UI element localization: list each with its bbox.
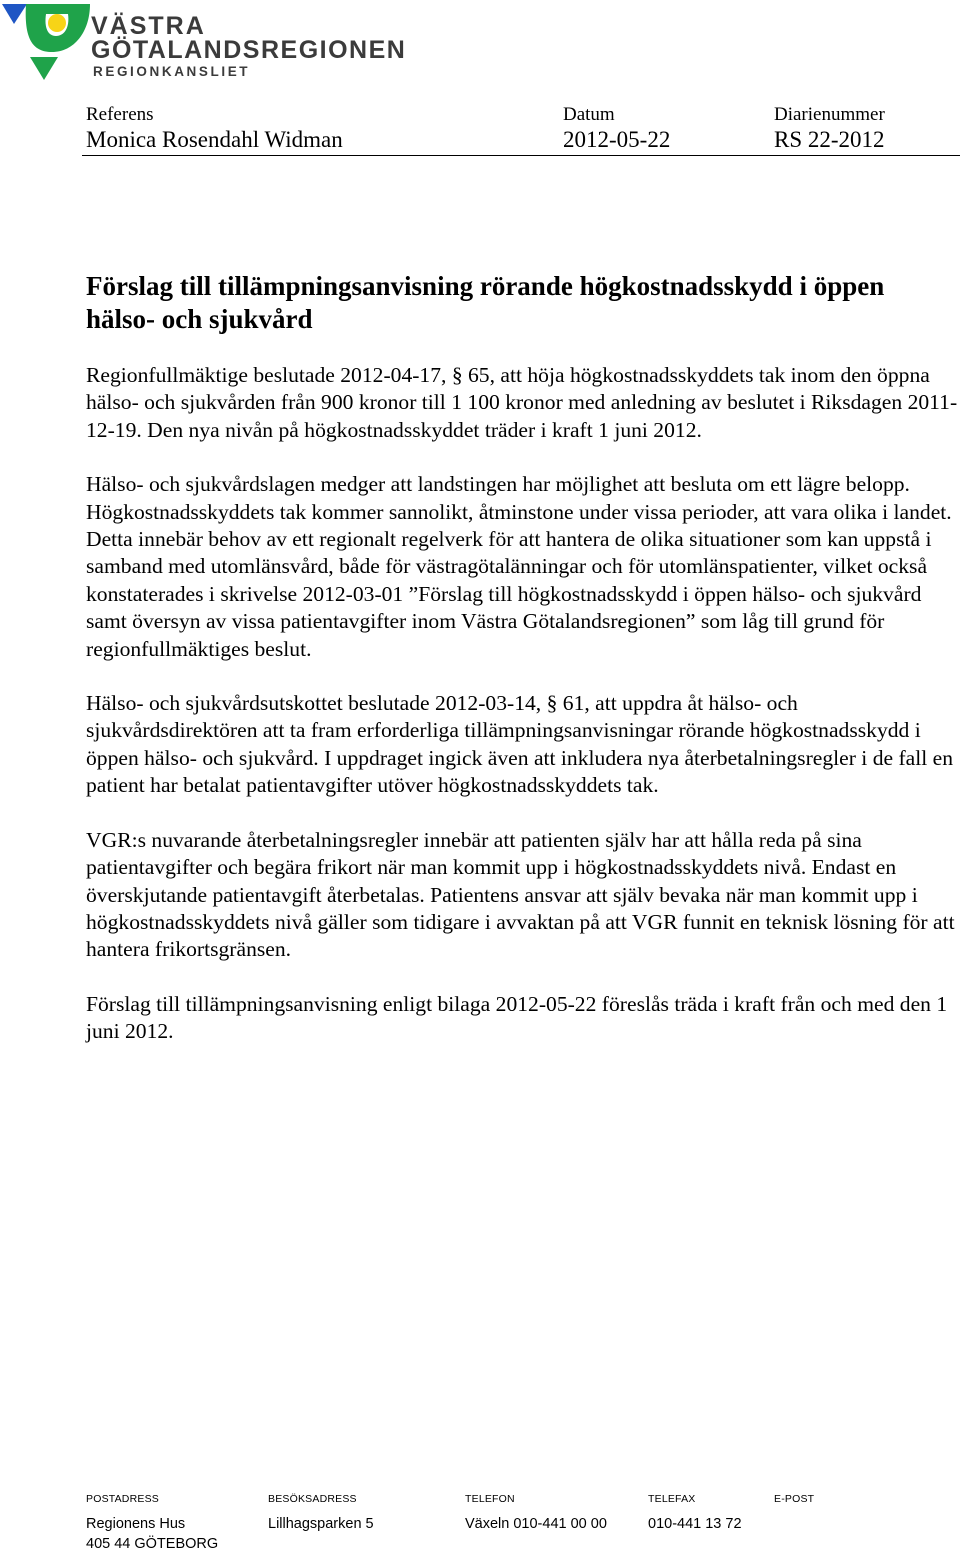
telefax-value: 010-441 13 72 bbox=[648, 1516, 742, 1532]
postadress-line-1: Regionens Hus bbox=[86, 1516, 186, 1532]
yellow-dot-icon bbox=[48, 14, 66, 32]
datum-value: 2012-05-22 bbox=[563, 127, 671, 152]
logo-line-1: VÄSTRA bbox=[91, 12, 206, 40]
datum-label: Datum bbox=[563, 104, 615, 125]
postadress-label: POSTADRESS bbox=[86, 1493, 159, 1505]
besoksadress-value: Lillhagsparken 5 bbox=[268, 1516, 374, 1532]
paragraph-4: VGR:s nuvarande återbetalningsregler innebär att patienten själv har att hålla reda på sina patientavgifter och begära frikort när man kommit upp i högkostnadsskyddets nivå. Endast en överskjutande patientavgift återbetalas. Patientens ansvar att själv bevaka när man kommit upp i högkostnadsskyddets nivå gäller som tidigare i avvaktan på att VGR funnit en teknisk lösning för att hantera frikortsgränsen. bbox=[86, 827, 955, 962]
blue-triangle-icon bbox=[2, 4, 27, 24]
logo-line-3: REGIONKANSLIET bbox=[93, 64, 251, 79]
diarienummer-label: Diarienummer bbox=[774, 104, 885, 125]
header-divider bbox=[82, 155, 960, 156]
paragraph-1: Regionfullmäktige beslutade 2012-04-17, § 65, att höja högkostnadsskyddets tak inom den öppna hälso- och sjukvården från 900 kronor till 1 100 kronor med anledning av beslutet i Riksdagen 2011-12-19. Den nya nivån på högkostnadsskyddet träder i kraft 1 juni 2012. bbox=[86, 363, 958, 442]
telefax-label: TELEFAX bbox=[648, 1493, 696, 1505]
telefon-label: TELEFON bbox=[465, 1493, 515, 1505]
paragraph-2: Hälso- och sjukvårdslagen medger att landstingen har möjlighet att besluta om ett lägre belopp. Högkostnadsskyddets tak kommer sannolikt, åtminstone under vissa perioder, att vara olika i landet. Detta innebär behov av ett regionalt regelverk för att hantera de olika situationer som kan uppstå i samband med utomlänsvård, både för västragötalänningar och för utomlänspatienter, vilket också konstaterades i skrivelse 2012-03-01 ”Förslag till högkostnadsskydd i öppen hälso- och sjukvård samt översyn av vissa patientavgifter inom Västra Götalandsregionen” som låg till grund för regionfullmäktiges beslut. bbox=[86, 472, 952, 661]
logo-line-2: GÖTALANDSREGIONEN bbox=[91, 36, 407, 64]
vgr-emblem-icon bbox=[2, 2, 92, 82]
paragraph-3: Hälso- och sjukvårdsutskottet beslutade 2012-03-14, § 61, att uppdra åt hälso- och sjukvårdsdirektören att ta fram erforderliga tillämpningsanvisningar rörande högkostnadsskydd i öppen hälso- och sjukvård. I uppdraget ingick även att inkludera nya återbetalningsregler i de fall en patient har betalat patientavgifter utöver högkostnadsskyddets tak. bbox=[86, 691, 954, 798]
referens-label: Referens bbox=[86, 104, 154, 125]
besoksadress-label: BESÖKSADRESS bbox=[268, 1493, 357, 1505]
document-title: Förslag till tillämpningsanvisning rörande högkostnadsskydd i öppen hälso- och sjukvård bbox=[86, 271, 885, 334]
epost-label: E-POST bbox=[774, 1493, 815, 1505]
vgr-logo bbox=[0, 0, 407, 85]
referens-value: Monica Rosendahl Widman bbox=[86, 127, 343, 152]
diarienummer-value: RS 22-2012 bbox=[774, 127, 885, 152]
green-triangle-icon bbox=[30, 57, 58, 80]
postadress-line-2: 405 44 GÖTEBORG bbox=[86, 1536, 219, 1552]
telefon-value: Växeln 010-441 00 00 bbox=[465, 1516, 607, 1532]
paragraph-5: Förslag till tillämpningsanvisning enligt bilaga 2012-05-22 föreslås träda i kraft från och med den 1 juni 2012. bbox=[86, 991, 948, 1044]
document-body bbox=[86, 362, 958, 1073]
